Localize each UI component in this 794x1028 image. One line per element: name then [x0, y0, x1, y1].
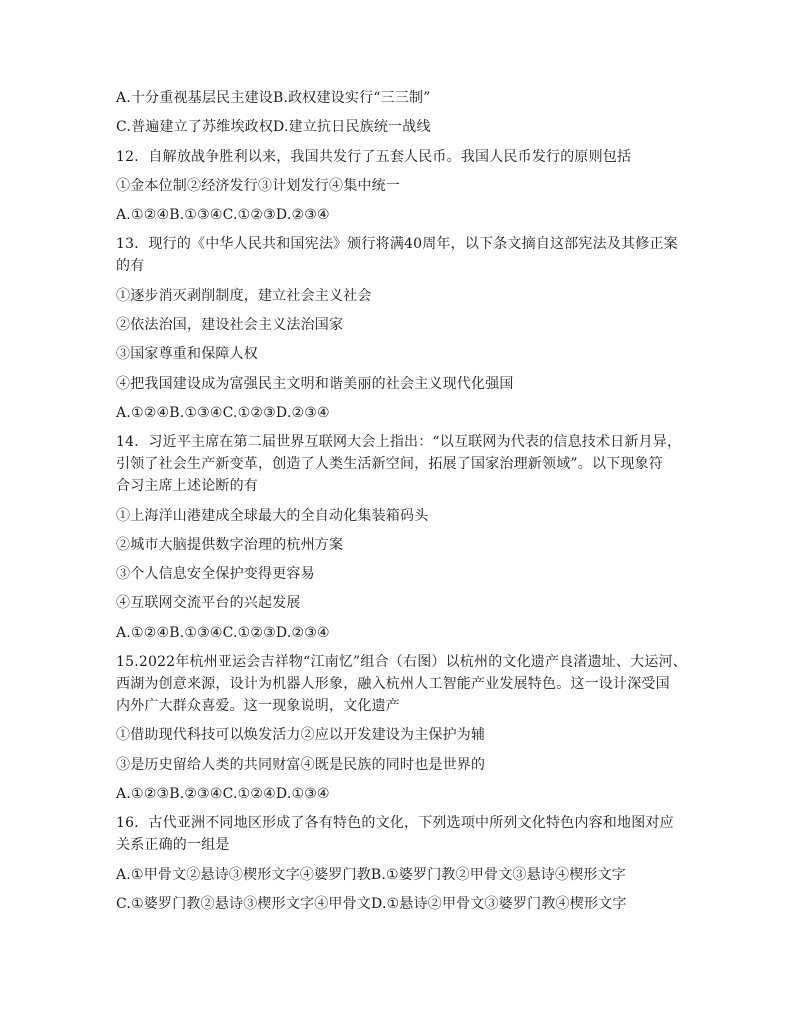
q13-options: A.①②④B.①③④C.①②③D.②③④ [116, 404, 330, 421]
q13-item-4: ④把我国建设成为富强民主文明和谐美丽的社会主义现代化强国 [116, 375, 514, 392]
q15-stem-line1: 15.2022年杭州亚运会吉祥物“江南忆”组合（右图）以杭州的文化遗产良渚遗址、大运河、 [116, 654, 688, 671]
q15-stem-line2: 西湖为创意来源，设计为机器人形象，融入杭州人工智能产业发展特色。这一设计深受国 [116, 676, 670, 693]
q15-stem-line3: 内外广大群众喜爱。这一现象说明，文化遗产 [116, 698, 400, 715]
q16-stem-line1: 16．古代亚洲不同地区形成了各有特色的文化，下列选项中所列文化特色内容和地图对应 [116, 815, 674, 832]
q11-option-cd: C.普遍建立了苏维埃政权D.建立抗日民族统一战线 [116, 119, 431, 136]
q13-item-3: ③国家尊重和保障人权 [116, 346, 258, 363]
q13-item-2: ②依法治国，建设社会主义法治国家 [116, 317, 344, 334]
q14-item-4: ④互联网交流平台的兴起发展 [116, 595, 301, 612]
q13-item-1: ①逐步消灭剥削制度，建立社会主义社会 [116, 287, 372, 304]
q14-stem-line3: 合习主席上述论断的有 [116, 478, 258, 495]
q12-options: A.①②④B.①③④C.①②③D.②③④ [116, 207, 330, 224]
q15-items-34: ③是历史留给人类的共同财富④既是民族的同时也是世界的 [116, 756, 486, 773]
q16-option-cd: C.①婆罗门教②悬诗③楔形文字④甲骨文D.①悬诗②甲骨文③婆罗门教④楔形文字 [116, 895, 627, 912]
q15-items-12: ①借助现代科技可以焕发活力②应以开发建设为主保护为辅 [116, 727, 486, 744]
q14-item-3: ③个人信息安全保护变得更容易 [116, 566, 315, 583]
q13-stem-line2: 的有 [116, 258, 145, 275]
q11-option-ab: A.十分重视基层民主建设B.政权建设实行“三三制” [116, 90, 431, 106]
q14-options: A.①②④B.①③④C.①②③D.②③④ [116, 624, 330, 641]
q12-stem: 12．自解放战争胜利以来，我国共发行了五套人民币。我国人民币发行的原则包括 [116, 148, 632, 165]
q12-items: ①金本位制②经济发行③计划发行④集中统一 [116, 177, 400, 194]
q16-stem-line2: 关系正确的一组是 [116, 837, 230, 854]
q14-stem-line1: 14．习近平主席在第二届世界互联网大会上指出：“以互联网为代表的信息技术日新月异， [116, 434, 682, 451]
q14-stem-line2: 引领了社会生产新变革，创造了人类生活新空间，拓展了国家治理新领域”。以下现象符 [116, 456, 663, 473]
q14-item-1: ①上海洋山港建成全球最大的全自动化集装箱码头 [116, 507, 429, 524]
q13-stem-line1: 13．现行的《中华人民共和国宪法》颁行将满40周年，以下条文摘自这部宪法及其修正案 [116, 236, 678, 253]
q15-options: A.①②③B.②③④C.①②④D.①③④ [116, 785, 330, 802]
q16-option-ab: A.①甲骨文②悬诗③楔形文字④婆罗门教B.①婆罗门教②甲骨文③悬诗④楔形文字 [116, 866, 626, 883]
document-page [116, 88, 706, 923]
q14-item-2: ②城市大脑提供数字治理的杭州方案 [116, 536, 344, 553]
